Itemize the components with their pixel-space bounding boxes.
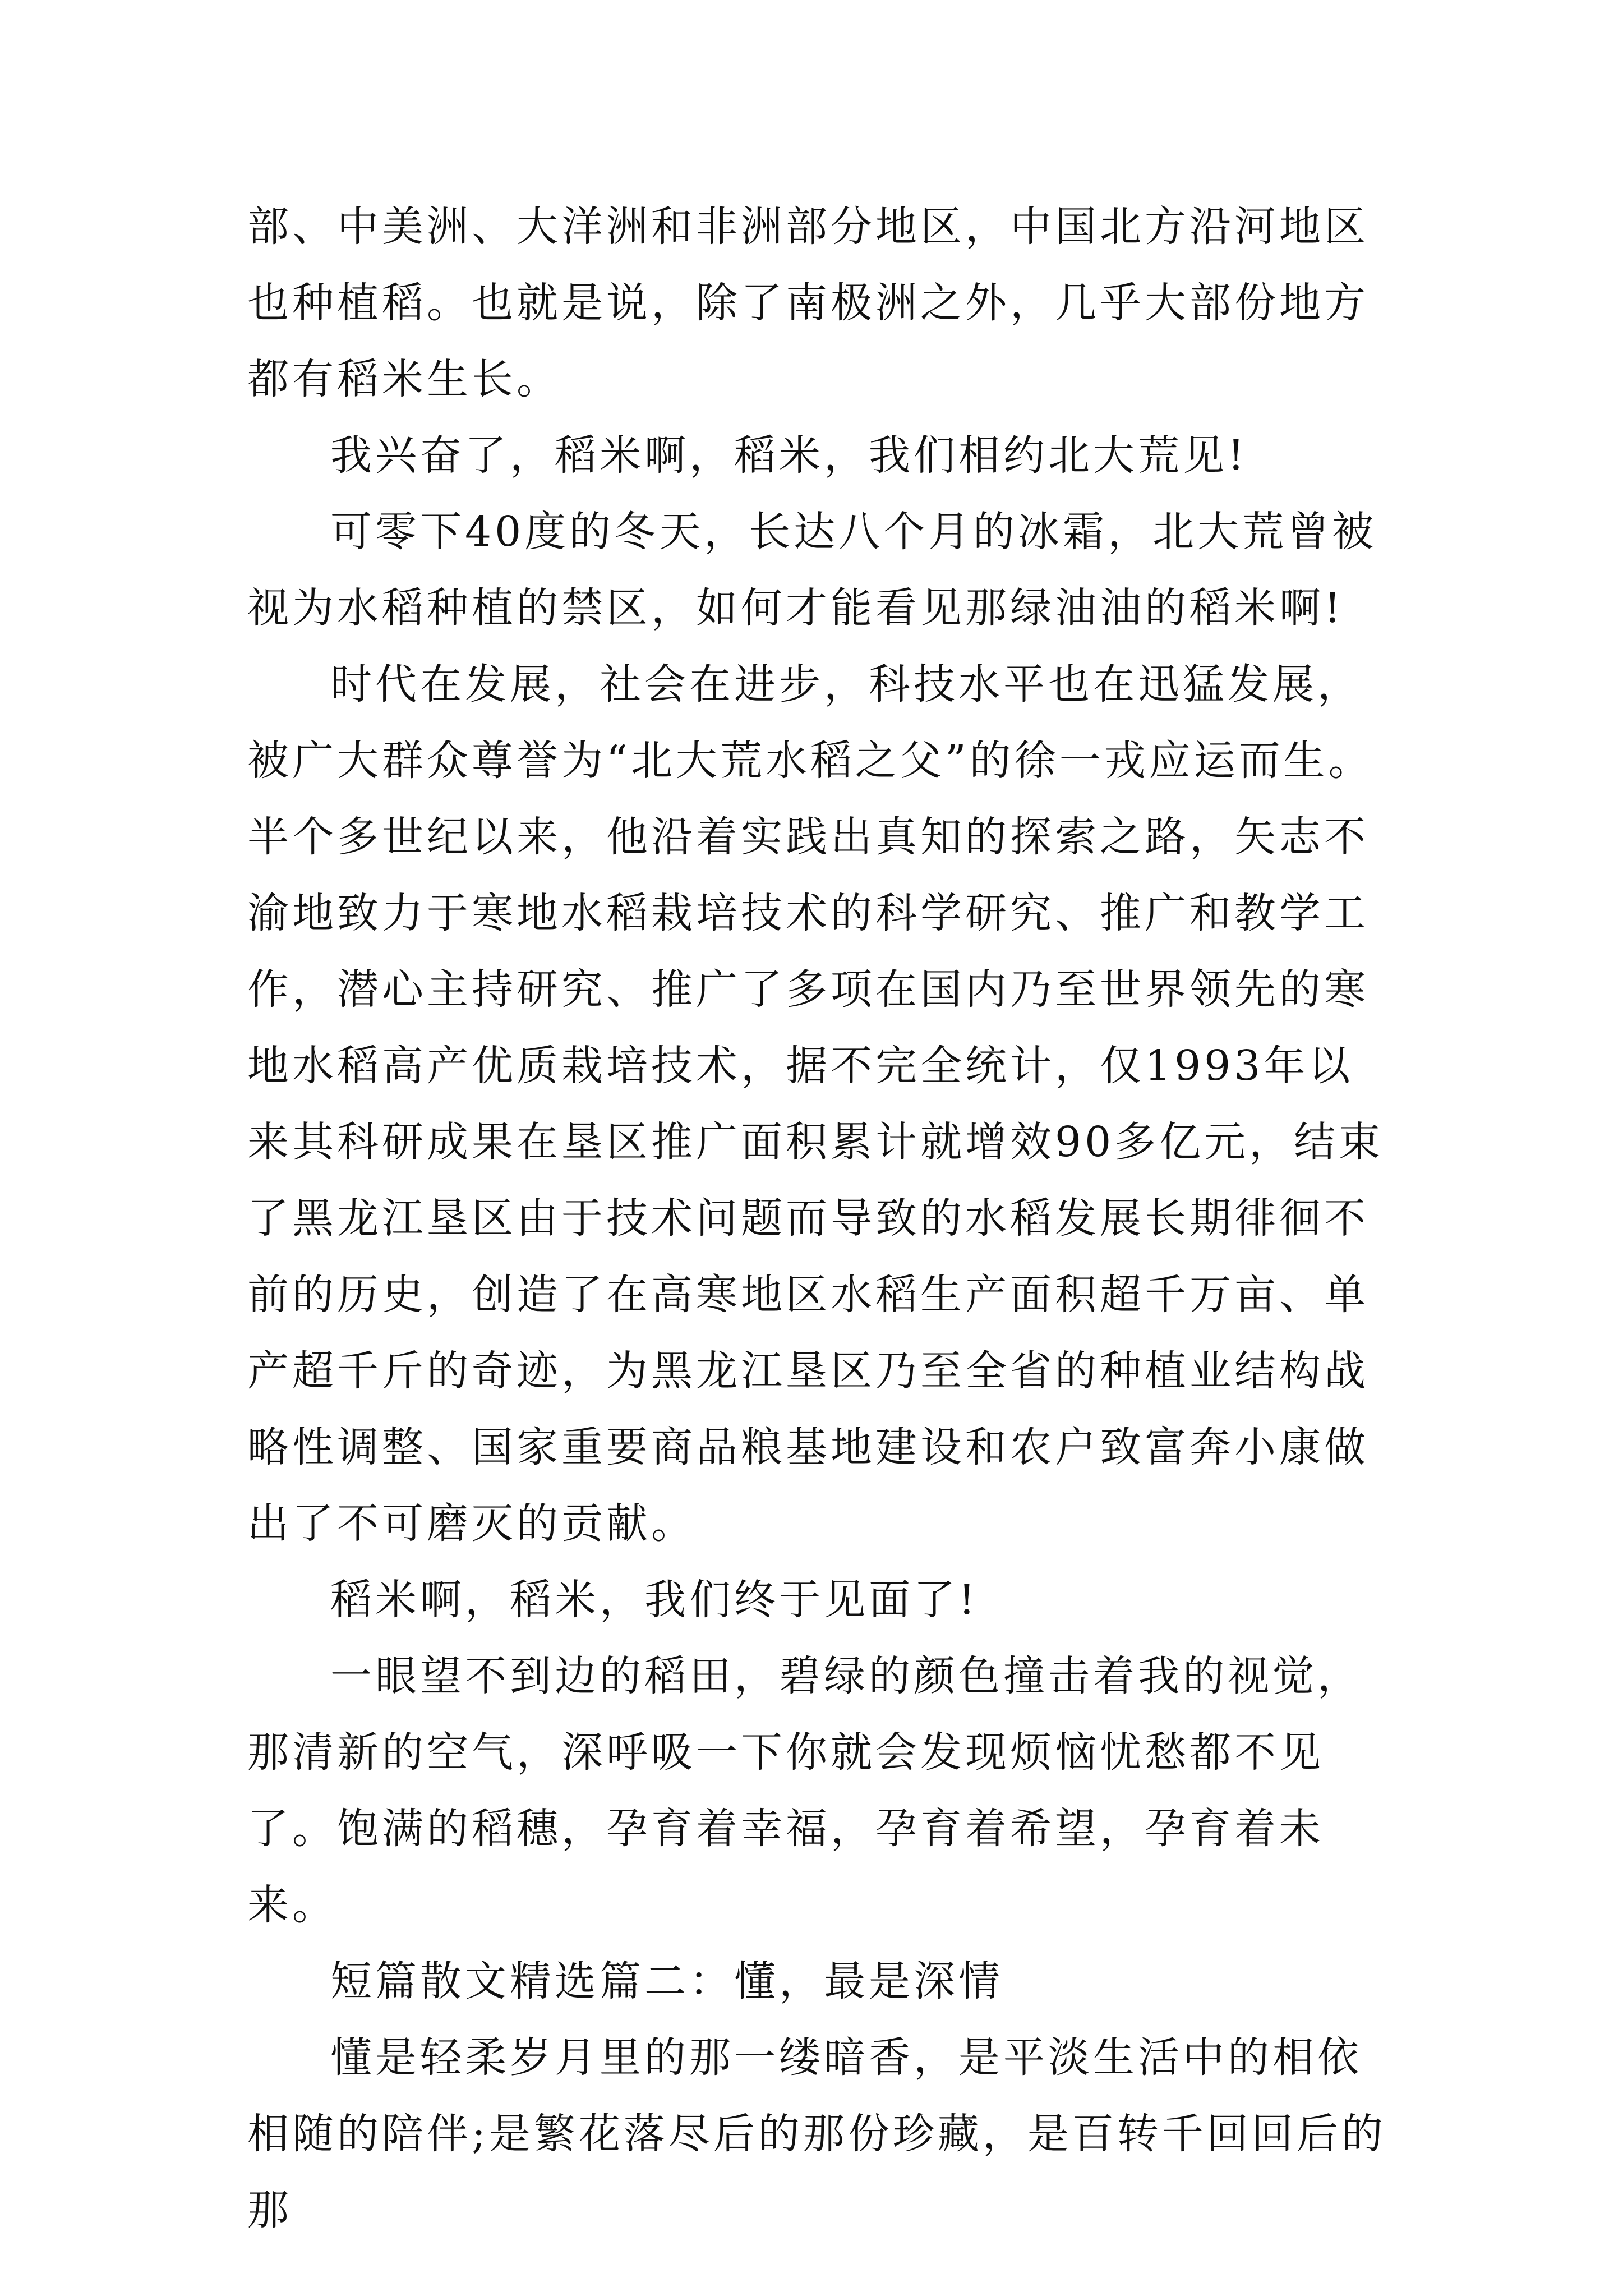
body-text	[247, 188, 1396, 2248]
paragraph-rice-field: 一眼望不到边的稻田，碧绿的颜色撞击着我的视觉，那清新的空气，深呼吸一下你就会发现烦恼忧愁都不见了。饱满的稻穗，孕育着幸福，孕育着希望，孕育着未来。	[247, 1652, 1362, 1929]
paragraph-understanding: 懂是轻柔岁月里的那一缕暗香，是平淡生活中的相依相随的陪伴;是繁花落尽后的那份珍藏，是百转千回回后的那	[247, 2033, 1386, 2234]
paragraph-xu-yirong: 时代在发展，社会在进步，科技水平也在迅猛发展，被广大群众尊誉为“北大荒水稻之父”的徐一戎应运而生。半个多世纪以来，他沿着实践出真知的探索之路，矢志不渝地致力于寒地水稻栽培技术的科学研究、推广和教学工作，潜心主持研究、推广了多项在国内乃至世界领先的寒地水稻高产优质栽培技术，据不完全统计，仅1993年以来其科研成果在垦区推广面积累计就增效90多亿元，结束了黑龙江垦区由于技术问题而导致的水稻发展长期徘徊不前的历史，创造了在高寒地区水稻生产面积超千万亩、单产超千斤的奇迹，为黑龙江垦区乃至全省的种植业结构战略性调整、国家重要商品粮基地建设和农户致富奔小康做出了不可磨灭的贡献。	[247, 660, 1384, 1548]
paragraph-meeting: 稻米啊，稻米，我们终于见面了!	[330, 1576, 979, 1624]
paragraph-continuation: 部、中美洲、大洋洲和非洲部分地区，中国北方沿河地区也种植稻。也就是说，除了南极洲之外，几乎大部份地方都有稻米生长。	[247, 203, 1369, 403]
paragraph-winter: 可零下40度的冬天，长达八个月的冰霜，北大荒曾被视为水稻种植的禁区，如何才能看见那绿油油的稻米啊!	[247, 508, 1377, 632]
paragraph-excitement: 我兴奋了，稻米啊，稻米，我们相约北大荒见!	[330, 431, 1248, 480]
section-heading: 短篇散文精选篇二：懂，最是深情	[330, 1957, 1003, 2005]
